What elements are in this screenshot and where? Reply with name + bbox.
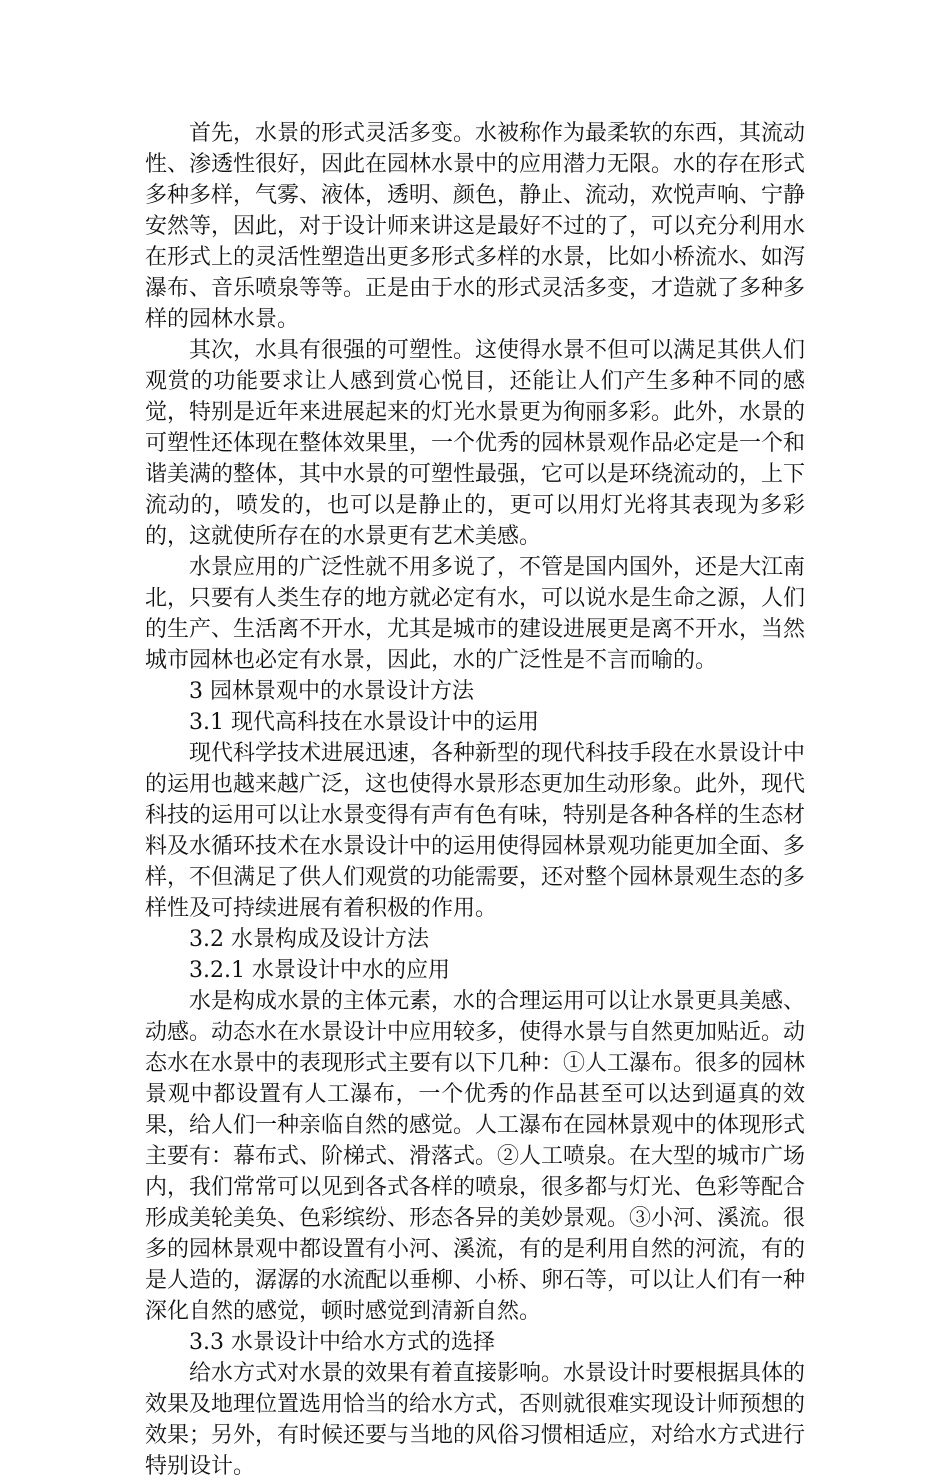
section-heading-3-3: 3.3 水景设计中给水方式的选择 xyxy=(189,1330,495,1355)
section-heading-3-1: 3.1 现代高科技在水景设计中的运用 xyxy=(189,710,539,735)
paragraph-water-supply: 给水方式对水景的效果有着直接影响。水景设计时要根据具体的效果及地理位置选用恰当的给水方式，否则就很难实现设计师预想的效果；另外，有时候还要与当地的风俗习惯相适应，对给水方式进行特别设计。 xyxy=(145,1361,806,1479)
document-body xyxy=(145,118,805,1482)
paragraph-universality: 水景应用的广泛性就不用多说了，不管是国内国外，还是大江南北，只要有人类生存的地方就必定有水，可以说水是生命之源，人们的生产、生活离不开水，尤其是城市的建设进展更是离不开水，当然城市园林也必定有水景，因此，水的广泛性是不言而喻的。 xyxy=(145,555,806,673)
paragraph-modern-technology: 现代科学技术进展迅速，各种新型的现代科技手段在水景设计中的运用也越来越广泛，这也使得水景形态更加生动形象。此外，现代科技的运用可以让水景变得有声有色有味，特别是各种各样的生态材料及水循环技术在水景设计中的运用使得园林景观功能更加全面、多样，不但满足了供人们观赏的功能需要，还对整个园林景观生态的多样性及可持续进展有着积极的作用。 xyxy=(145,741,806,921)
section-heading-3-2-1: 3.2.1 水景设计中水的应用 xyxy=(189,958,450,983)
paragraph-form-flexibility: 首先，水景的形式灵活多变。水被称作为最柔软的东西，其流动性、渗透性很好，因此在园林水景中的应用潜力无限。水的存在形式多种多样，气雾、液体，透明、颜色，静止、流动，欢悦声响、宁静安然等，因此，对于设计师来讲这是最好不过的了，可以充分利用水在形式上的灵活性塑造出更多形式多样的水景，比如小桥流水、如泻瀑布、音乐喷泉等等。正是由于水的形式灵活多变，才造就了多种多样的园林水景。 xyxy=(145,121,806,332)
section-heading-3: 3 园林景观中的水景设计方法 xyxy=(189,679,474,704)
section-heading-3-2: 3.2 水景构成及设计方法 xyxy=(189,927,429,952)
paragraph-plasticity: 其次，水具有很强的可塑性。这使得水景不但可以满足其供人们观赏的功能要求让人感到赏心悦目，还能让人们产生多种不同的感觉，特别是近年来进展起来的灯光水景更为徇丽多彩。此外，水景的可塑性还体现在整体效果里，一个优秀的园林景观作品必定是一个和谐美满的整体，其中水景的可塑性最强，它可以是环绕流动的，上下流动的，喷发的，也可以是静止的，更可以用灯光将其表现为多彩的，这就使所存在的水景更有艺术美感。 xyxy=(145,338,806,549)
paragraph-water-application: 水是构成水景的主体元素，水的合理运用可以让水景更具美感、动感。动态水在水景设计中应用较多，使得水景与自然更加贴近。动态水在水景中的表现形式主要有以下几种：①人工瀑布。很多的园林景观中都设置有人工瀑布，一个优秀的作品甚至可以达到逼真的效果，给人们一种亲临自然的感觉。人工瀑布在园林景观中的体现形式主要有：幕布式、阶梯式、滑落式。②人工喷泉。在大型的城市广场内，我们常常可以见到各式各样的喷泉，很多都与灯光、色彩等配合形成美轮美奂、色彩缤纷、形态各异的美妙景观。③小河、溪流。很多的园林景观中都设置有小河、溪流，有的是利用自然的河流，有的是人造的，潺潺的水流配以垂柳、小桥、卵石等，可以让人们有一种深化自然的感觉，顿时感觉到清新自然。 xyxy=(145,989,806,1324)
